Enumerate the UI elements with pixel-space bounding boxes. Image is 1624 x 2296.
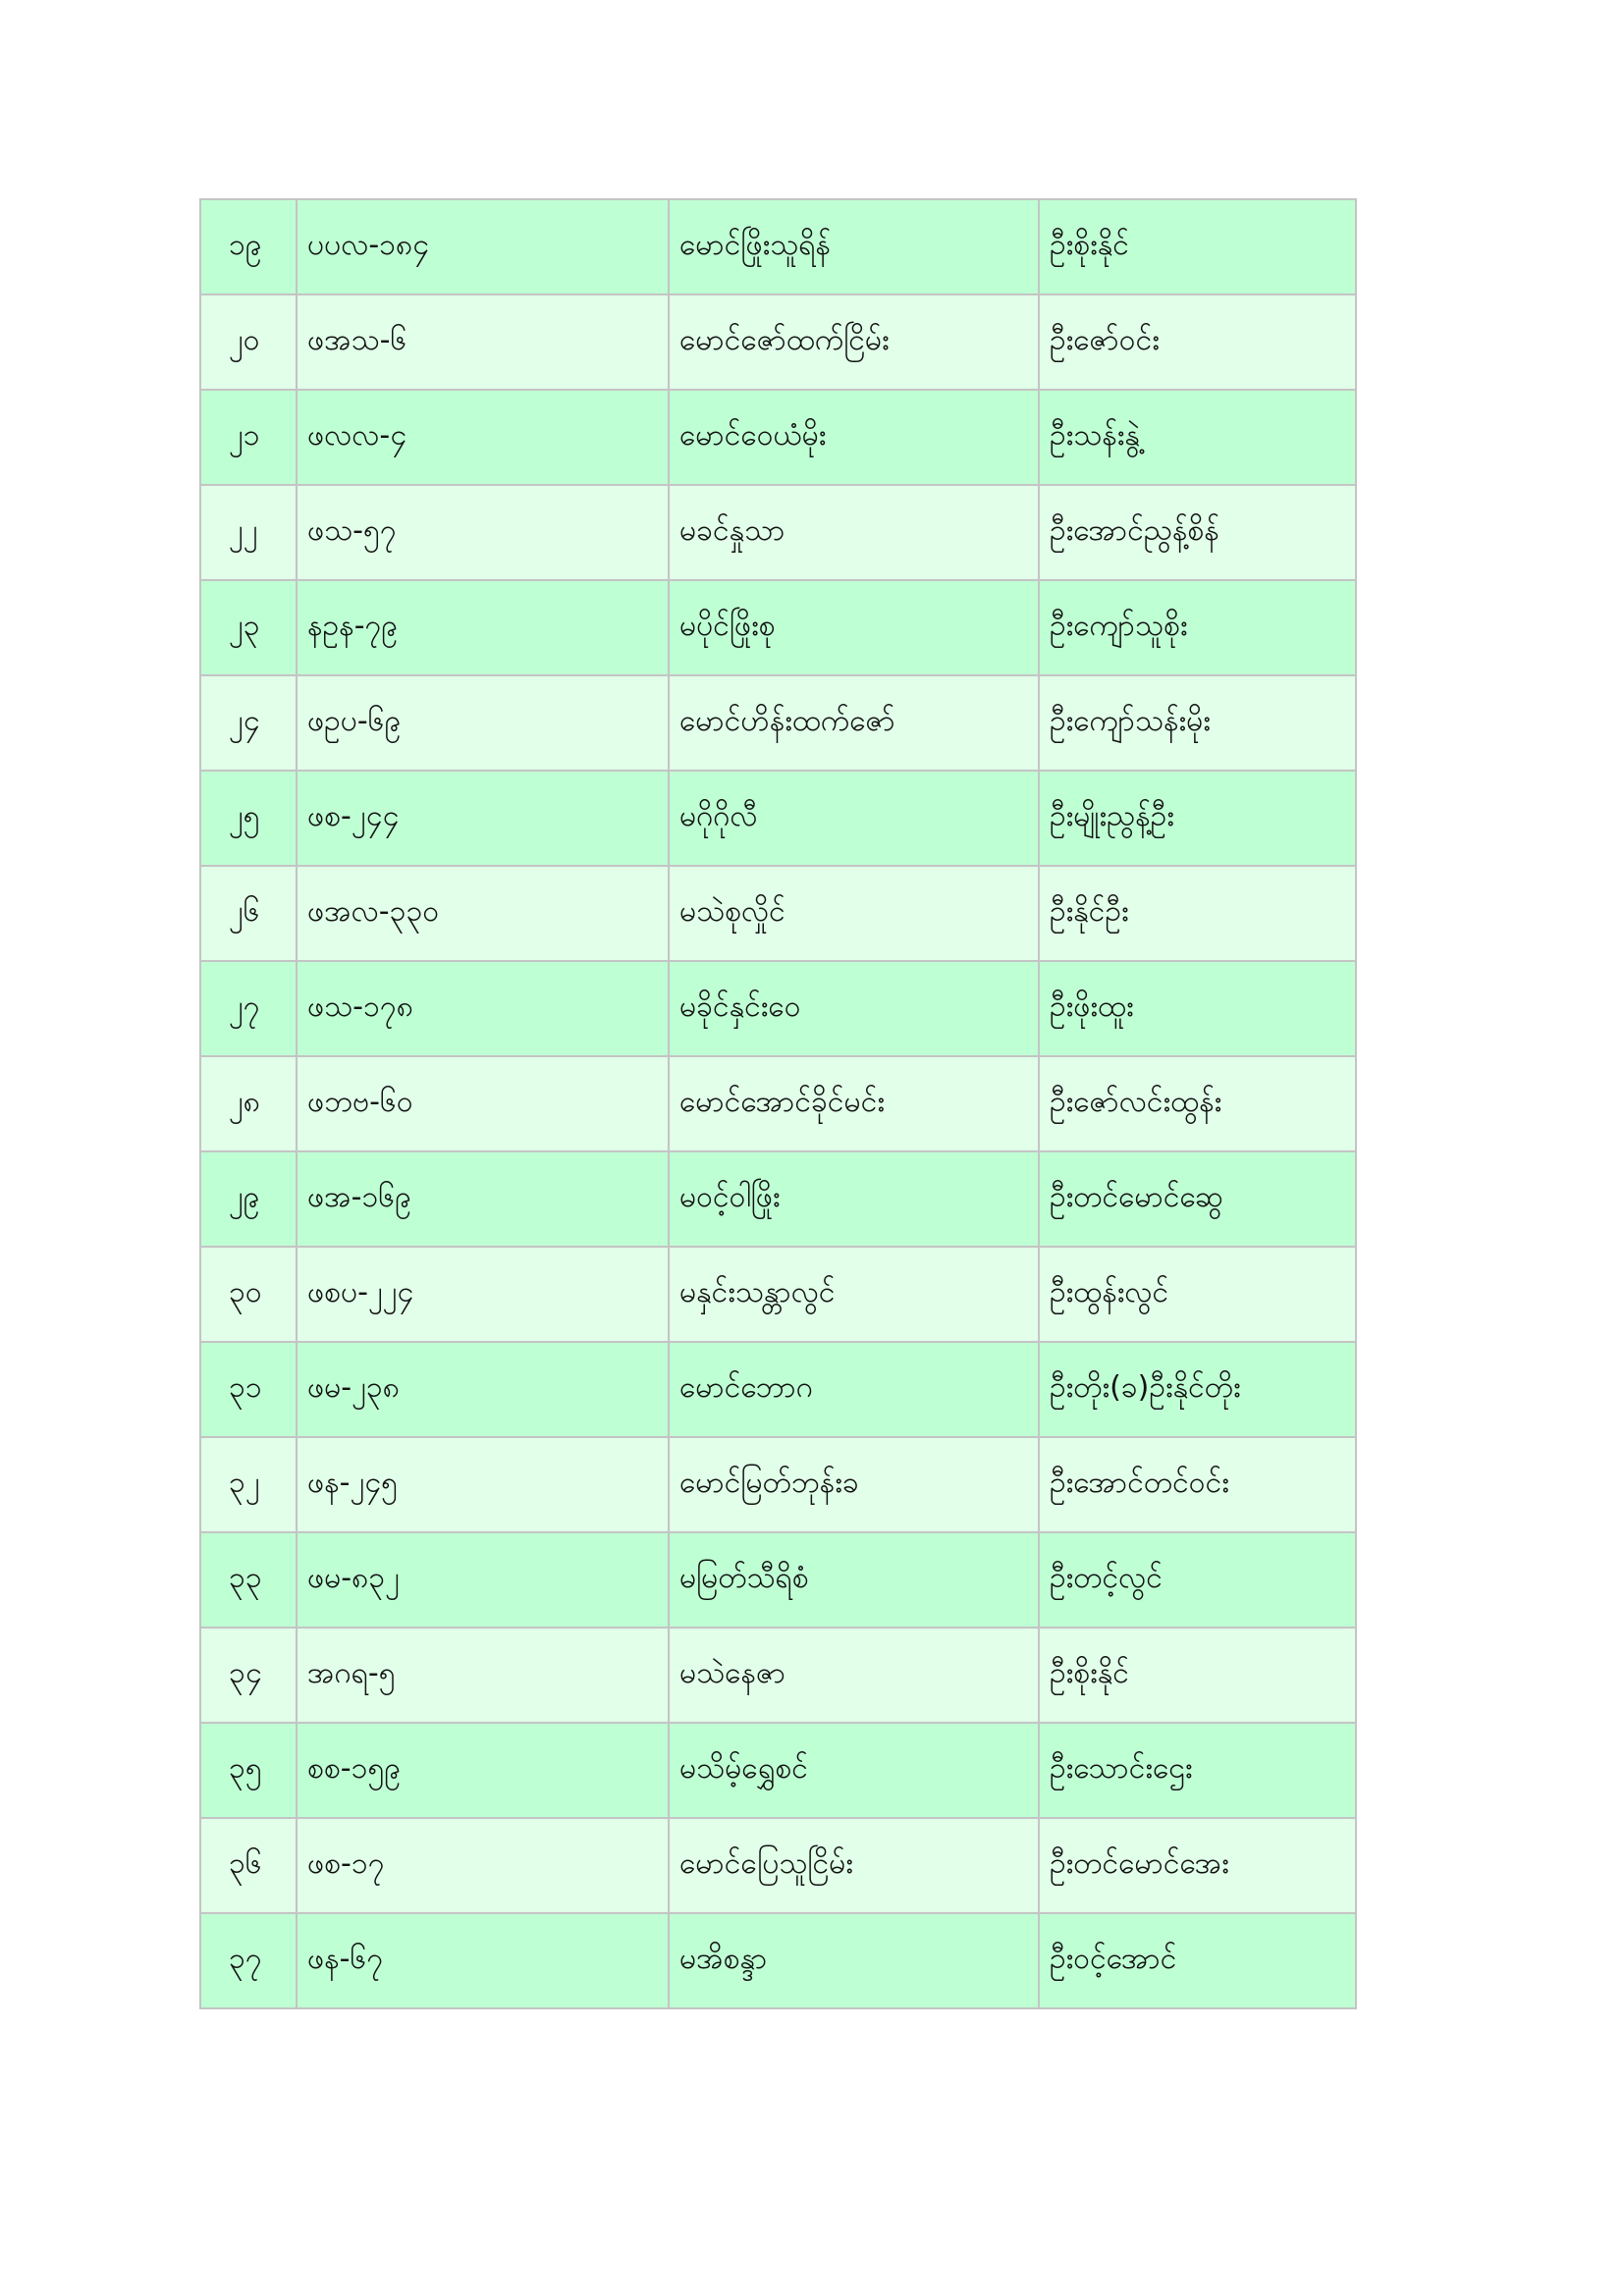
table-row [200,580,1356,675]
table-row [200,1247,1356,1342]
student-name-cell: မသဲနေဇာ [669,1628,1039,1723]
row-number-cell: ၃၀ [200,1247,297,1342]
id-code-cell: ဖဥပ-၆၉ [297,675,669,771]
student-name-cell: မပိုင်ဖြိုးစု [669,580,1039,675]
table-row [200,1628,1356,1723]
father-name-cell: ဦးဝင့်အောင် [1039,1913,1356,2008]
table-row [200,1818,1356,1913]
id-code-cell: အဂရ-၅ [297,1628,669,1723]
father-name-cell: ဦးဇော်လင်းထွန်း [1039,1056,1356,1151]
student-name-cell: မမြတ်သီရိစံ [669,1532,1039,1628]
table-row [200,961,1356,1056]
id-code-cell: ဖသ-၁၇၈ [297,961,669,1056]
father-name-cell: ဦးစိုးနိုင် [1039,1628,1356,1723]
id-code-cell: ပပလ-၁၈၄ [297,199,669,294]
row-number-cell: ၂၅ [200,771,297,866]
father-name-cell: ဦးတင်မောင်ဆွေ [1039,1151,1356,1247]
table-row [200,866,1356,961]
row-number-cell: ၃၂ [200,1437,297,1532]
row-number-cell: ၃၃ [200,1532,297,1628]
id-code-cell: ဖမ-၈၃၂ [297,1532,669,1628]
row-number-cell: ၂၇ [200,961,297,1056]
row-number-cell: ၂၉ [200,1151,297,1247]
id-code-cell: ဖစ-၁၇ [297,1818,669,1913]
student-name-cell: မဂိုဂိုလီ [669,771,1039,866]
table-row [200,1532,1356,1628]
table-row [200,485,1356,580]
id-code-cell: ဖသ-၅၇ [297,485,669,580]
id-code-cell: နဥန-၇၉ [297,580,669,675]
id-code-cell: စစ-၁၅၉ [297,1723,669,1818]
roster-table-body [200,199,1356,2008]
row-number-cell: ၂၆ [200,866,297,961]
father-name-cell: ဦးနိုင်ဦး [1039,866,1356,961]
father-name-cell: ဦးအောင်တင်ဝင်း [1039,1437,1356,1532]
father-name-cell: ဦးကျော်သူစိုး [1039,580,1356,675]
student-name-cell: မခိုင်နှင်းဝေ [669,961,1039,1056]
table-row [200,675,1356,771]
father-name-cell: ဦးတင်မောင်အေး [1039,1818,1356,1913]
row-number-cell: ၁၉ [200,199,297,294]
student-name-cell: မောင်မြတ်ဘုန်းခ [669,1437,1039,1532]
student-name-cell: မဝင့်ဝါဖြိုး [669,1151,1039,1247]
id-code-cell: ဖစ-၂၄၄ [297,771,669,866]
father-name-cell: ဦးမျိုးညွန့်ဦး [1039,771,1356,866]
table-row [200,1056,1356,1151]
father-name-cell: ဦးတင့်လွင် [1039,1532,1356,1628]
row-number-cell: ၂၂ [200,485,297,580]
table-row [200,294,1356,390]
row-number-cell: ၂၁ [200,390,297,485]
row-number-cell: ၃၁ [200,1342,297,1437]
table-row [200,1342,1356,1437]
id-code-cell: ဖအလ-၃၃၀ [297,866,669,961]
id-code-cell: ဖမ-၂၃၈ [297,1342,669,1437]
row-number-cell: ၂၄ [200,675,297,771]
student-name-cell: မသဲစုလှိုင် [669,866,1039,961]
row-number-cell: ၂၃ [200,580,297,675]
row-number-cell: ၃၆ [200,1818,297,1913]
row-number-cell: ၂၈ [200,1056,297,1151]
father-name-cell: ဦးစိုးနိုင် [1039,199,1356,294]
student-name-cell: မောင်အောင်ခိုင်မင်း [669,1056,1039,1151]
student-name-cell: မောင်ပြေသူငြိမ်း [669,1818,1039,1913]
father-name-cell: ဦးကျော်သန်းမိုး [1039,675,1356,771]
father-name-cell: ဦးဖိုးထူး [1039,961,1356,1056]
table-row [200,1151,1356,1247]
student-name-cell: မသိမ့်ရွှေစင် [669,1723,1039,1818]
father-name-cell: ဦးသန်းနွဲ့ [1039,390,1356,485]
id-code-cell: ဖလလ-၄ [297,390,669,485]
student-name-cell: မောင်ဖြိုးသူရိန် [669,199,1039,294]
row-number-cell: ၃၇ [200,1913,297,2008]
id-code-cell: ဖအသ-၆ [297,294,669,390]
student-name-cell: မောင်ဟိန်းထက်ဇော် [669,675,1039,771]
student-name-cell: မနှင်းသန္တာလွင် [669,1247,1039,1342]
student-name-cell: မောင်ဝေယံမိုး [669,390,1039,485]
id-code-cell: ဖအ-၁၆၉ [297,1151,669,1247]
father-name-cell: ဦးထွန်းလွင် [1039,1247,1356,1342]
row-number-cell: ၂၀ [200,294,297,390]
student-name-cell: မခင်နှုသာ [669,485,1039,580]
father-name-cell: ဦးသောင်းဌေး [1039,1723,1356,1818]
student-name-cell: မောင်ဇော်ထက်ငြိမ်း [669,294,1039,390]
father-name-cell: ဦးဇော်ဝင်း [1039,294,1356,390]
row-number-cell: ၃၅ [200,1723,297,1818]
id-code-cell: ဖစပ-၂၂၄ [297,1247,669,1342]
table-row [200,771,1356,866]
table-row [200,1723,1356,1818]
id-code-cell: ဖဘဗ-၆၀ [297,1056,669,1151]
student-name-cell: မောင်ဘောဂ [669,1342,1039,1437]
table-row [200,390,1356,485]
id-code-cell: ဖန-၂၄၅ [297,1437,669,1532]
row-number-cell: ၃၄ [200,1628,297,1723]
father-name-cell: ဦးတိုး(ခ)ဦးနိုင်တိုး [1039,1342,1356,1437]
id-code-cell: ဖန-၆၇ [297,1913,669,2008]
table-row [200,1437,1356,1532]
table-row [200,199,1356,294]
father-name-cell: ဦးအောင်ညွန့်စိန် [1039,485,1356,580]
table-row [200,1913,1356,2008]
roster-table [199,198,1357,2009]
student-name-cell: မအိစန္ဒာ [669,1913,1039,2008]
